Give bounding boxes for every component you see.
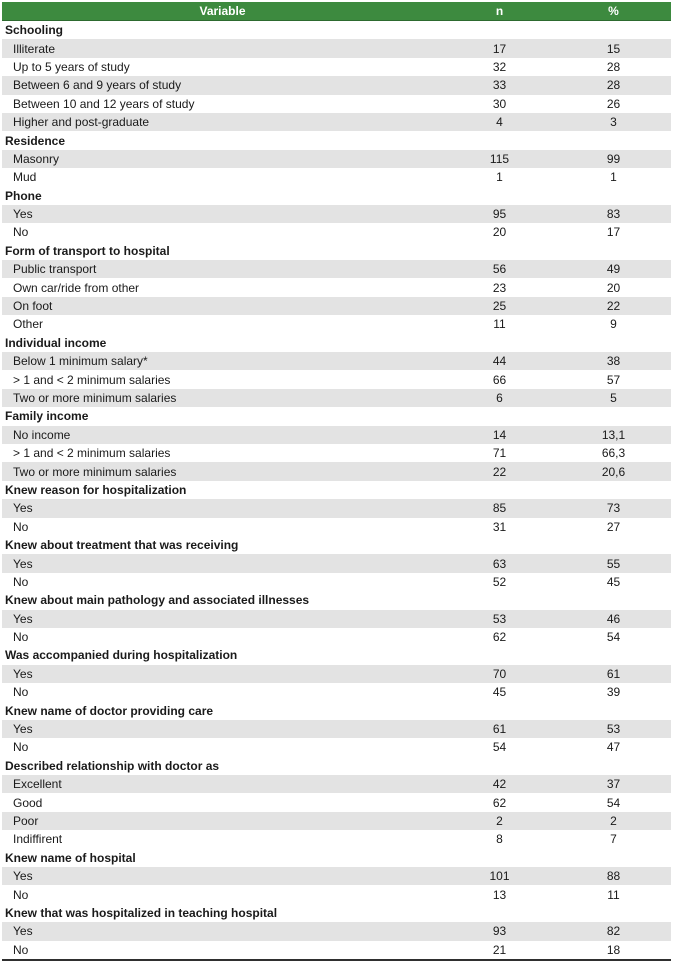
row-label: Good <box>13 795 43 810</box>
category-label: Was accompanied during hospitalization <box>5 648 238 663</box>
row-n: 1 <box>496 170 503 185</box>
row-label: Yes <box>2 554 443 572</box>
table-row <box>2 573 671 591</box>
row-percent: 9 <box>610 317 617 332</box>
table-row <box>2 168 671 186</box>
table-row <box>2 205 671 223</box>
row-n: 2 <box>443 812 556 830</box>
row-n: 52 <box>492 574 507 589</box>
table-body <box>2 21 671 960</box>
category-label: Form of transport to hospital <box>5 243 170 258</box>
table-row <box>2 610 671 628</box>
row-percent: 5 <box>556 389 671 407</box>
row-percent: 88 <box>556 867 671 885</box>
table-row <box>2 76 671 94</box>
category-label: Individual income <box>5 335 107 350</box>
header-row <box>2 2 671 21</box>
row-label: Between 10 and 12 years of study <box>13 96 195 111</box>
table-row <box>2 499 671 517</box>
category-row <box>2 701 671 719</box>
table-row <box>2 812 671 830</box>
table-row <box>2 95 671 113</box>
row-percent: 45 <box>606 574 621 589</box>
row-n: 22 <box>443 462 556 480</box>
table-row <box>2 39 671 57</box>
row-label: Two or more minimum salaries <box>2 462 443 480</box>
row-percent: 54 <box>606 630 621 645</box>
row-percent: 28 <box>556 76 671 94</box>
row-n: 20 <box>492 225 507 240</box>
table-row <box>2 426 671 444</box>
table-row <box>2 793 671 811</box>
table-row <box>2 867 671 885</box>
row-n: 17 <box>443 39 556 57</box>
row-label: Other <box>13 317 44 332</box>
category-row <box>2 242 671 260</box>
header-variable: Variable <box>2 2 443 21</box>
category-row <box>2 407 671 425</box>
row-percent: 53 <box>556 720 671 738</box>
row-n: 61 <box>443 720 556 738</box>
row-label: No income <box>2 426 443 444</box>
row-percent: 37 <box>556 775 671 793</box>
row-percent: 99 <box>556 150 671 168</box>
row-n: 62 <box>492 795 507 810</box>
category-label: Knew that was hospitalized in teaching hospital <box>5 905 278 920</box>
category-row <box>2 21 671 40</box>
row-n: 6 <box>443 389 556 407</box>
row-percent: 26 <box>606 96 621 111</box>
row-percent: 54 <box>606 795 621 810</box>
table-row <box>2 113 671 131</box>
category-label: Residence <box>5 133 66 148</box>
table-row <box>2 389 671 407</box>
row-percent: 39 <box>606 685 621 700</box>
table-row <box>2 370 671 388</box>
category-row <box>2 187 671 205</box>
category-label: Knew name of doctor providing care <box>5 703 214 718</box>
category-row <box>2 481 671 499</box>
row-percent: 38 <box>556 352 671 370</box>
table-row <box>2 628 671 646</box>
row-percent: 17 <box>606 225 621 240</box>
row-percent: 47 <box>606 740 621 755</box>
row-percent: 61 <box>556 665 671 683</box>
row-label: Excellent <box>2 775 443 793</box>
category-row <box>2 849 671 867</box>
row-label: Indiffirent <box>13 832 63 847</box>
row-percent: 66,3 <box>601 446 626 461</box>
row-n: 95 <box>443 205 556 223</box>
table-row <box>2 683 671 701</box>
category-row <box>2 646 671 664</box>
row-label: No <box>2 941 443 960</box>
row-n: 21 <box>443 941 556 960</box>
category-row <box>2 334 671 352</box>
header-percent: % <box>556 2 671 21</box>
row-percent: 82 <box>556 922 671 940</box>
row-percent: 49 <box>556 260 671 278</box>
row-n: 14 <box>443 426 556 444</box>
table-row <box>2 720 671 738</box>
table-row <box>2 223 671 241</box>
table-row <box>2 738 671 756</box>
table-row <box>2 150 671 168</box>
row-n: 8 <box>496 832 503 847</box>
row-label: Yes <box>2 205 443 223</box>
category-label: Phone <box>5 188 42 203</box>
row-n: 71 <box>492 446 507 461</box>
row-n: 11 <box>493 317 506 332</box>
row-label: No <box>13 887 29 902</box>
row-percent: 73 <box>556 499 671 517</box>
row-label: Yes <box>2 720 443 738</box>
row-n: 31 <box>492 519 507 534</box>
row-percent: 20 <box>606 280 621 295</box>
row-label: Two or more minimum salaries <box>2 389 443 407</box>
table-row <box>2 518 671 536</box>
category-row <box>2 536 671 554</box>
row-label: Up to 5 years of study <box>13 59 130 74</box>
category-label: Schooling <box>5 23 63 38</box>
row-percent: 83 <box>556 205 671 223</box>
category-label: Knew reason for hospitalization <box>5 482 187 497</box>
row-n: 54 <box>492 740 507 755</box>
table-row <box>2 278 671 296</box>
row-label: Yes <box>2 665 443 683</box>
row-n: 25 <box>443 297 556 315</box>
row-n: 13 <box>492 887 507 902</box>
row-percent: 57 <box>606 372 621 387</box>
row-percent: 1 <box>610 170 617 185</box>
row-n: 32 <box>492 59 507 74</box>
row-label: No <box>13 519 29 534</box>
row-percent: 3 <box>556 113 671 131</box>
row-label: > 1 and < 2 minimum salaries <box>13 446 171 461</box>
row-percent: 20,6 <box>556 462 671 480</box>
row-n: 42 <box>443 775 556 793</box>
row-percent: 46 <box>556 610 671 628</box>
table-row <box>2 297 671 315</box>
table-row <box>2 885 671 903</box>
row-n: 70 <box>443 665 556 683</box>
row-n: 85 <box>443 499 556 517</box>
row-label: Illiterate <box>2 39 443 57</box>
table-row <box>2 554 671 572</box>
table-row <box>2 444 671 462</box>
row-percent: 27 <box>606 519 621 534</box>
row-n: 63 <box>443 554 556 572</box>
row-n: 56 <box>443 260 556 278</box>
table-row <box>2 462 671 480</box>
category-row <box>2 131 671 149</box>
category-label: Knew about main pathology and associated illnesses <box>5 593 310 608</box>
row-n: 101 <box>443 867 556 885</box>
row-n: 30 <box>492 96 507 111</box>
row-label: > 1 and < 2 minimum salaries <box>13 372 171 387</box>
row-label: Public transport <box>2 260 443 278</box>
table-row <box>2 775 671 793</box>
table-row <box>2 941 671 960</box>
row-n: 44 <box>443 352 556 370</box>
row-label: Yes <box>2 610 443 628</box>
row-percent: 2 <box>556 812 671 830</box>
header-n: n <box>443 2 556 21</box>
row-label: Mud <box>13 170 37 185</box>
row-label: Poor <box>2 812 443 830</box>
data-table <box>2 2 671 961</box>
row-label: No <box>13 630 29 645</box>
row-n: 62 <box>492 630 507 645</box>
row-label: Masonry <box>2 150 443 168</box>
table-row <box>2 352 671 370</box>
table-row <box>2 665 671 683</box>
table-row <box>2 315 671 333</box>
category-row <box>2 904 671 922</box>
row-label: On foot <box>2 297 443 315</box>
row-percent: 22 <box>556 297 671 315</box>
row-label: Yes <box>2 499 443 517</box>
row-label: Yes <box>2 867 443 885</box>
row-percent: 11 <box>607 887 620 902</box>
row-percent: 7 <box>610 832 617 847</box>
row-n: 23 <box>492 280 507 295</box>
row-n: 53 <box>443 610 556 628</box>
row-label: No <box>13 685 29 700</box>
row-label: No <box>13 574 29 589</box>
row-percent: 18 <box>556 941 671 960</box>
row-n: 33 <box>443 76 556 94</box>
row-label: Yes <box>2 922 443 940</box>
row-label: Between 6 and 9 years of study <box>2 76 443 94</box>
table-row <box>2 58 671 76</box>
row-percent: 13,1 <box>556 426 671 444</box>
row-label: Own car/ride from other <box>13 280 140 295</box>
category-label: Family income <box>5 409 89 424</box>
category-label: Knew about treatment that was receiving <box>5 538 239 553</box>
row-label: Below 1 minimum salary* <box>2 352 443 370</box>
row-n: 66 <box>492 372 507 387</box>
table-row <box>2 922 671 940</box>
row-percent: 15 <box>556 39 671 57</box>
row-n: 45 <box>492 685 507 700</box>
category-row <box>2 757 671 775</box>
category-row <box>2 591 671 609</box>
row-label: No <box>13 225 29 240</box>
row-label: Higher and post-graduate <box>2 113 443 131</box>
row-n: 115 <box>443 150 556 168</box>
row-percent: 55 <box>556 554 671 572</box>
category-label: Knew name of hospital <box>5 850 136 865</box>
row-percent: 28 <box>606 59 621 74</box>
category-label: Described relationship with doctor as <box>5 758 220 773</box>
row-label: No <box>13 740 29 755</box>
row-n: 93 <box>443 922 556 940</box>
table-row <box>2 260 671 278</box>
row-n: 4 <box>443 113 556 131</box>
table-row <box>2 830 671 848</box>
